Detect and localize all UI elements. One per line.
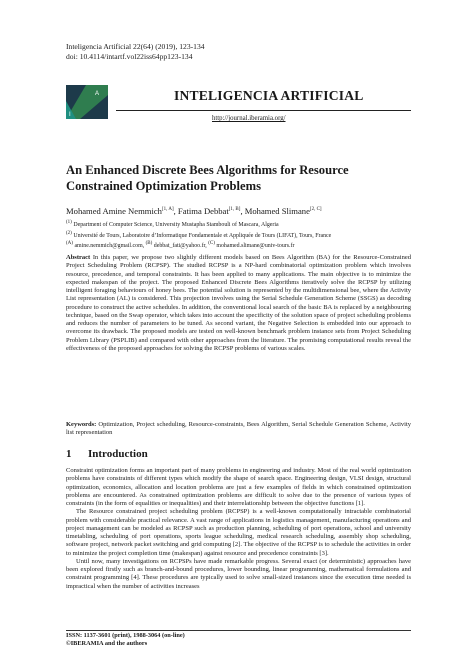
author-name: Mohamed Amine Nemmich	[66, 206, 162, 216]
affiliation-mark: (2)	[66, 230, 72, 236]
author-list: Mohamed Amine Nemmich[1, A], Fatima Debbat[1, B], Mohamed Slimane[2, C]	[66, 206, 322, 216]
email-link[interactable]: debbat_fati@yahoo.fr,	[153, 243, 207, 250]
author-mark: [2, C]	[309, 207, 322, 213]
affiliations	[66, 219, 411, 251]
author-emails	[66, 240, 411, 251]
email-mark: (A)	[66, 241, 73, 247]
body-paragraph: Constraint optimization forms an important part of many problems in engineering and industry. Most of the real world optimization problems have constraints of different types which modify the shape of search space. Engineering design, VLSI design, structural optimization, economics, allocation and location problems are just a few examples of fields in which constrained optimization problems are encountered. As constrained optimization problems are difficult to solve due to the presence of various types of constraints (in the form of equalities or inequalities) and their interrelationship between the objective functions [1].	[66, 467, 411, 507]
keywords: Keywords: Optimization, Project scheduling, Resource-constraints, Bees Algorithm, Serial Schedule Generation Scheme, Activity list representation	[66, 421, 412, 437]
journal-title: INTELIGENCIA ARTIFICIAL	[174, 88, 364, 103]
email-link[interactable]: amine.nemmich@gmail.com,	[74, 243, 145, 250]
body-paragraph: Until now, many investigations on RCPSPs have made remarkable progress. Several exact (or deterministic) approaches have been explored firstly such as branch-and-bound procedures, lower bounding, linear programming, mathematical formulations and constraint programming [4]. These procedures are typically used to solve small-sized instances since the execution time needed is impractical when the number of activities increases	[66, 557, 411, 590]
journal-citation: Inteligencia Artificial 22(64) (2019), 123-134	[66, 42, 205, 51]
page-footer	[66, 632, 185, 648]
section-body	[66, 467, 411, 591]
author-mark: [1, A]	[161, 207, 174, 213]
affiliation-mark: (1)	[66, 220, 72, 225]
affiliation-1	[66, 219, 411, 230]
author-mark: [1, B]	[228, 207, 241, 213]
section-heading	[66, 448, 148, 460]
footer-divider	[66, 630, 411, 631]
footer-issn: ISSN: 1137-3601 (print), 1988-3064 (on-line)	[66, 632, 185, 639]
logo-letter-a: A	[95, 91, 100, 97]
journal-doi: doi: 10.4114/intartf.vol22iss64pp123-134	[66, 51, 193, 61]
abstract-label: Abstract	[66, 254, 91, 261]
logo-letter-i: I	[69, 112, 71, 118]
section-title: Introduction	[88, 448, 148, 460]
section-number: 1	[66, 448, 72, 460]
logo-graphic	[66, 85, 108, 119]
body-paragraph: The Resource constrained project scheduling problem (RCPSP) is a well-known computationally intractable combinatorial problem with considerable practical relevance. A vast range of applications in logistics management, manufacturing operations and project management can be modeled as RCPSP such as production planning, scheduling of port operations, school and university timetabling, scheduling of port operations, sports league scheduling, medical research scheduling, assembly shop scheduling, software project, network packet switching and grid computing [2]. The objective of the RCPSP is to schedule the activities in order to minimize the project completion time (makespan) against resource and precedence constraints [3].	[66, 508, 411, 557]
author-name: Mohamed Slimane	[244, 206, 310, 216]
journal-logo	[66, 85, 108, 119]
author-name: Fatima Debbat	[177, 206, 229, 216]
footer-copyright: ©IBERAMIA and the authors	[66, 640, 148, 647]
affiliation-2	[66, 230, 411, 241]
affiliation-text: Université de Tours, Laboratoire d’Informatique Fondamentale et Appliquée de Tours (LIFAT), Tours, France	[73, 232, 332, 239]
email-mark: (B)	[145, 241, 153, 247]
keywords-label: Keywords	[66, 421, 95, 428]
paper-title: An Enhanced Discrete Bees Algorithms for Resource Constrained Optimization Problems	[66, 163, 349, 193]
keywords-text: Optimization, Project scheduling, Resource-constraints, Bees Algorithm, Serial Schedule Generation Scheme, Activity list representation	[66, 421, 412, 437]
abstract-text: In this paper, we propose two slightly different models based on Bees Algorithm (BA) for the Resource-Constrained Project Scheduling Problem (RCPSP). The studied RCPSP is a NP-hard combinatorial optimization problem which involves resource, precedence, and temporal constraints. It has been applied to many applications. The main objective is to minimize the expected makespan of the project. The proposed Enhanced Discrete Bees Algorithms iteratively solve the RCPSP by utilizing intelligent foraging behaviours of honey bees. The potential solution is represented by the multidimensional bee, where the Activity List representation (AL) is considered. This projection involves using the Serial Schedule Generation Scheme (SSGS) as decoding procedure to construct the active schedules. In addition, the conventional local search of the basic BA is replaced by a neighbouring technique, based on the Swap operator, which takes into account the specificity of the solution space of project scheduling problems and reduces the number of parameters to be tuned. As second variant, the Negative Selection is embedded into our approach to overcome its drawback. The proposed models are tested on well-known benchmark problem instance sets from Project Scheduling Problem Library (PSPLIB) and compared with other approaches from the literature. The promising computational results reveal the effectiveness of the proposed approaches for solving the RCPSP problems of various scales.	[66, 254, 412, 352]
email-mark: (C)	[208, 241, 215, 247]
abstract	[66, 254, 411, 353]
header-divider	[116, 110, 411, 111]
email-link[interactable]: mohamed.slimane@univ-tours.fr	[216, 243, 295, 250]
journal-meta	[66, 42, 205, 61]
journal-url-link[interactable]: http://journal.iberamia.org/	[212, 115, 286, 122]
affiliation-text: Department of Computer Science, University Mustapha Stambouli of Mascara, Algeria	[73, 221, 279, 228]
